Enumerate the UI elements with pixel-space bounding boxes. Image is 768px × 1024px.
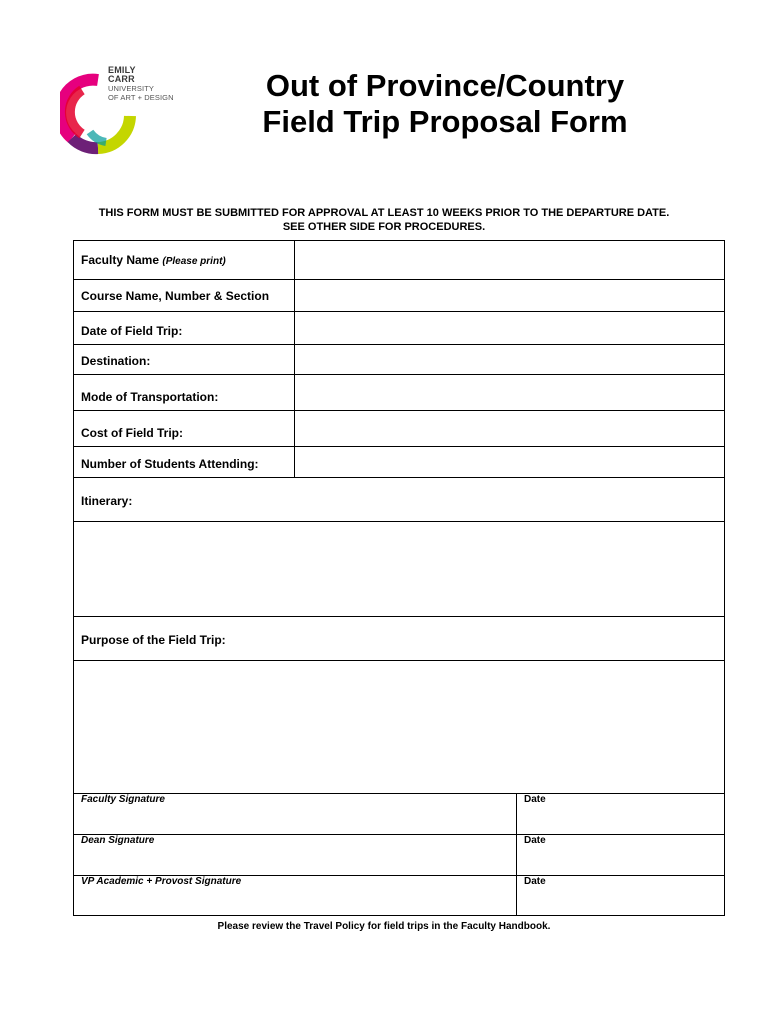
row-course — [74, 280, 725, 312]
transportation-field[interactable] — [295, 375, 725, 411]
cost-field[interactable] — [295, 411, 725, 447]
dean-signature-field[interactable] — [74, 835, 517, 876]
destination-field[interactable] — [295, 345, 725, 375]
label-faculty-name: Faculty Name (Please print) — [74, 241, 295, 280]
vp-signature-date-field[interactable] — [517, 876, 725, 916]
form-title-line-2: Field Trip Proposal Form — [262, 104, 628, 139]
row-transportation — [74, 375, 725, 411]
form-title-line-1: Out of Province/Country — [265, 68, 625, 103]
logo-wordmark — [108, 66, 174, 101]
logo-line-university: UNIVERSITY — [108, 84, 155, 93]
dean-date-label: Date — [524, 835, 546, 846]
row-students — [74, 447, 725, 478]
label-destination: Destination: — [74, 345, 295, 375]
label-date: Date of Field Trip: — [74, 312, 295, 345]
notice-line-1: THIS FORM MUST BE SUBMITTED FOR APPROVAL AT LEAST 10 WEEKS PRIOR TO THE DEPARTURE DATE. — [98, 207, 670, 219]
purpose-field[interactable] — [74, 661, 725, 794]
row-cost — [74, 411, 725, 447]
course-field[interactable] — [295, 280, 725, 312]
dean-signature-label: Dean Signature — [81, 835, 155, 846]
label-course: Course Name, Number & Section — [74, 280, 295, 312]
row-itinerary-label — [74, 478, 725, 522]
university-logo — [60, 60, 180, 170]
label-itinerary: Itinerary: — [74, 478, 725, 522]
vp-date-label: Date — [524, 876, 546, 887]
vp-signature-label: VP Academic + Provost Signature — [81, 876, 242, 887]
row-purpose-area — [74, 661, 725, 794]
submission-notice — [40, 206, 728, 234]
please-print-note: (Please print) — [162, 256, 226, 267]
vp-signature-field[interactable] — [74, 876, 517, 916]
row-faculty-signature — [74, 794, 725, 835]
row-itinerary-area — [74, 522, 725, 617]
travel-policy-note: Please review the Travel Policy for field trips in the Faculty Handbook. — [217, 921, 551, 932]
itinerary-field[interactable] — [74, 522, 725, 617]
notice-line-2: SEE OTHER SIDE FOR PROCEDURES. — [282, 221, 486, 233]
form-title — [230, 68, 660, 140]
logo-line-art-design: OF ART + DESIGN — [108, 92, 174, 102]
row-vp-signature — [74, 876, 725, 916]
row-date — [74, 312, 725, 345]
students-field[interactable] — [295, 447, 725, 478]
row-faculty-name — [74, 241, 725, 280]
faculty-name-field[interactable] — [295, 241, 725, 280]
row-destination — [74, 345, 725, 375]
faculty-signature-label: Faculty Signature — [81, 794, 165, 805]
date-field[interactable] — [295, 312, 725, 345]
row-purpose-label — [74, 617, 725, 661]
faculty-date-label: Date — [524, 794, 546, 805]
faculty-signature-date-field[interactable] — [517, 794, 725, 835]
signature-table — [73, 793, 725, 916]
row-dean-signature — [74, 835, 725, 876]
logo-line-carr: CARR — [108, 74, 135, 84]
dean-signature-date-field[interactable] — [517, 835, 725, 876]
proposal-form-table — [73, 240, 725, 794]
label-cost: Cost of Field Trip: — [74, 411, 295, 447]
logo-line-emily: EMILY — [108, 65, 136, 75]
label-purpose: Purpose of the Field Trip: — [74, 617, 725, 661]
faculty-signature-field[interactable] — [74, 794, 517, 835]
label-transportation: Mode of Transportation: — [74, 375, 295, 411]
label-students: Number of Students Attending: — [74, 447, 295, 478]
